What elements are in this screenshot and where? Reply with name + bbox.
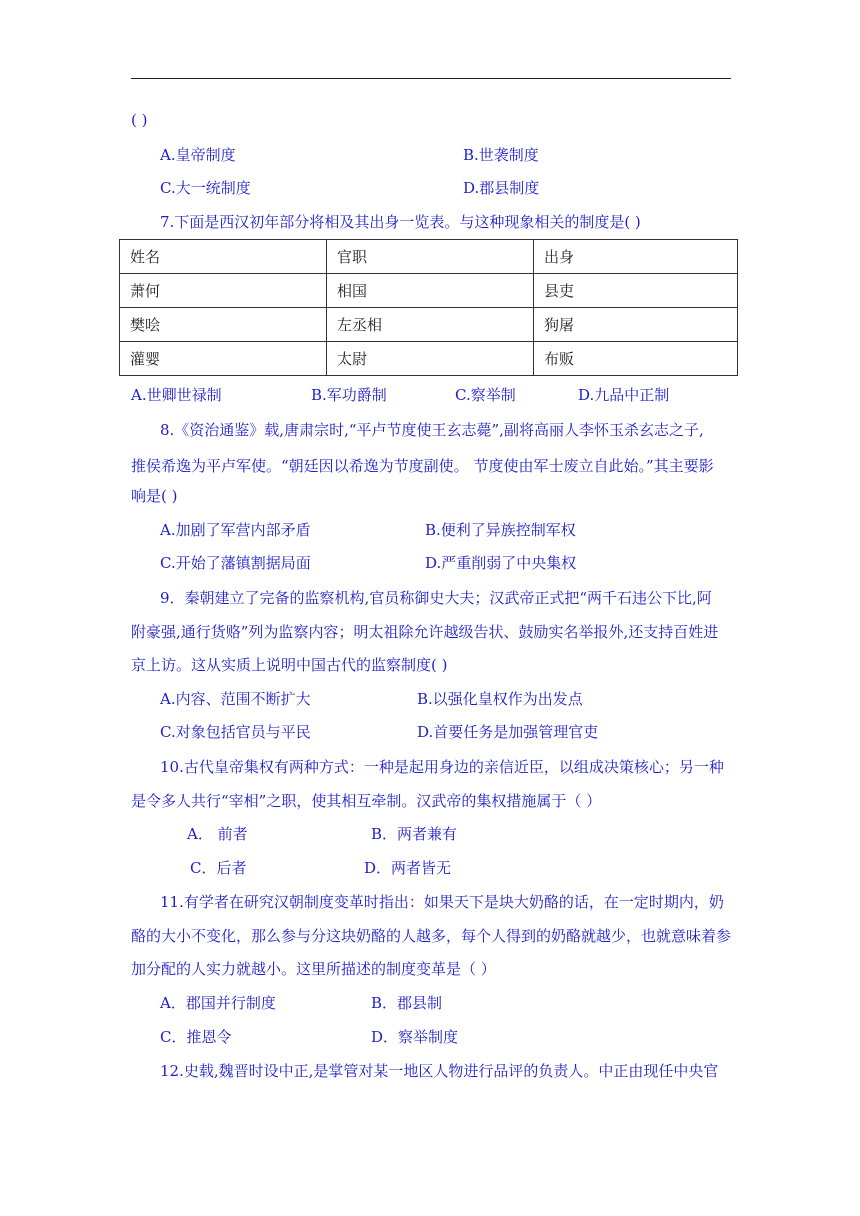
table-header-cell: 姓名 [120,240,327,274]
table-cell: 狗屠 [534,308,738,342]
table-row [120,308,738,342]
q6-option-b: B.世袭制度 [463,146,539,164]
table-cell: 灌婴 [120,342,327,376]
table-cell: 左丞相 [327,308,534,342]
table-row [120,274,738,308]
q8-line-1: 8.《资治通鉴》载,唐肃宗时,“平卢节度使王玄志薨”,副将高丽人李怀玉杀玄志之子, [160,421,704,439]
table-cell: 县吏 [534,274,738,308]
table-cell: 布贩 [534,342,738,376]
q8-option-a: A.加剧了军营内部矛盾 [160,521,311,539]
table-header-cell: 官职 [327,240,534,274]
table-header-row [120,240,738,274]
q9-line-2: 附豪强,通行货赂”列为监察内容；明太祖除允许越级告状、鼓励实名举报外,还支持百姓进 [131,623,719,641]
q10-option-c: C．后者 [190,859,247,877]
q11-option-c: C．推恩令 [160,1028,232,1046]
table-cell: 樊哙 [120,308,327,342]
q10-option-b: B．两者兼有 [371,825,458,843]
q8-option-b: B.便利了异族控制军权 [425,521,576,539]
q6-option-a: A.皇帝制度 [160,146,236,164]
q11-line-2: 酪的大小不变化，那么参与分这块奶酪的人越多，每个人得到的奶酪就越少，也就意味着参 [131,927,732,945]
q11-option-a: A．郡国并行制度 [160,994,276,1012]
q7-option-d: D.九品中正制 [578,386,670,404]
q10-option-a: A． 前者 [187,825,248,843]
q7-option-a: A.世卿世禄制 [131,386,222,404]
q9-option-a: A.内容、范围不断扩大 [160,690,311,708]
q11-option-d: D．察举制度 [371,1028,459,1046]
q7-option-c: C.察举制 [455,386,516,404]
q8-line-3: 响是( ) [131,487,178,505]
q8-option-c: C.开始了藩镇割据局面 [160,554,311,572]
q10-option-d: D．两者皆无 [364,859,452,877]
q11-line-1: 11.有学者在研究汉朝制度变革时指出：如果天下是块大奶酪的话，在一定时期内，奶 [160,893,724,911]
q7-stem: 7.下面是西汉初年部分将相及其出身一览表。与这种现象相关的制度是( ) [160,213,641,231]
q9-option-b: B.以强化皇权作为出发点 [417,690,583,708]
q8-line-2: 推侯希逸为平卢军使。“朝廷因以希逸为节度副使。 节度使由军士废立自此始。”其主要影 [131,457,714,475]
q6-bracket: ( ) [131,111,148,129]
q6-option-d: D.郡县制度 [463,179,540,197]
q11-line-3: 加分配的人实力就越小。这里所描述的制度变革是（ ） [131,960,496,978]
table-header-cell: 出身 [534,240,738,274]
q11-option-b: B．郡县制 [371,994,443,1012]
q6-option-c: C.大一统制度 [160,179,251,197]
table-cell: 太尉 [327,342,534,376]
q10-line-1: 10.古代皇帝集权有两种方式：一种是起用身边的亲信近臣，以组成决策核心；另一种 [160,758,724,776]
q12-line-1: 12.史载,魏晋时设中正,是掌管对某一地区人物进行品评的负责人。中正由现任中央官 [160,1062,719,1080]
table-cell: 萧何 [120,274,327,308]
q9-line-3: 京上访。这从实质上说明中国古代的监察制度( ) [131,656,448,674]
q9-line-1: 9．秦朝建立了完备的监察机构,官员称御史大夫；汉武帝正式把“两千石违公下比,阿 [160,589,712,607]
q7-table [119,239,738,376]
header-rule [131,78,731,79]
table-row [120,342,738,376]
q7-option-b: B.军功爵制 [311,386,387,404]
table-cell: 相国 [327,274,534,308]
q10-line-2: 是令多人共行“宰相”之职，使其相互牵制。汉武帝的集权措施属于（ ） [131,792,602,810]
q9-option-c: C.对象包括官员与平民 [160,723,311,741]
q9-option-d: D.首要任务是加强管理官吏 [417,723,599,741]
q8-option-d: D.严重削弱了中央集权 [425,554,577,572]
